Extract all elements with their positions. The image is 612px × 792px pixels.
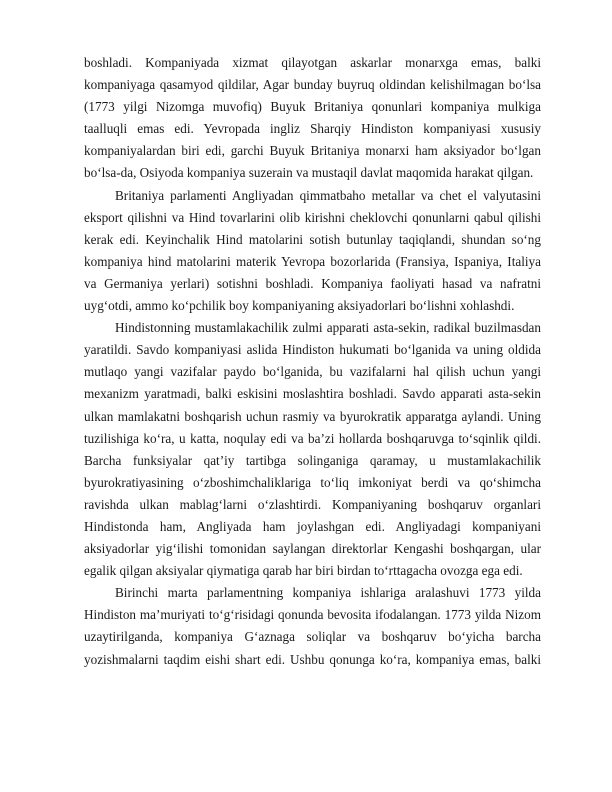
text-line: taalluqli emas edi. Yevropada ingliz Sharqiy Hindiston kompaniyasi xususiy xyxy=(84,121,541,137)
text-line: ulkan mamlakatni boshqarish uchun rasmiy va byurokratik apparatga aylandi. Uning xyxy=(84,408,541,424)
text-line: kerak edi. Keyinchalik Hind matolarini sotish butunlay taqiqlandi, shundan so‘ng xyxy=(84,231,541,247)
document-body xyxy=(84,52,541,671)
text-line: Hindistonning mustamlakachilik zulmi apparati asta-sekin, radikal buzilmasdan xyxy=(115,320,541,336)
text-line: Britaniya parlamenti Angliyadan qimmatbaho metallar va chet el valyutasini xyxy=(115,187,541,203)
text-line: kompaniya hind matolarini materik Yevropa bozorlarida (Fransiya, Ispaniya, Italiya xyxy=(84,253,541,269)
text-line: aksiyadorlar yig‘ilishi tomonidan saylangan direktorlar Kengashi boshqargan, ular xyxy=(84,541,541,557)
text-line: egalik qilgan aksiyalar qiymatiga qarab har biri birdan to‘rttagacha ovozga ega edi. xyxy=(84,563,523,579)
text-line: Hindiston ma’muriyati to‘g‘risidagi qonunda bevosita ifodalangan. 1773 yilda Nizom xyxy=(84,607,541,623)
text-line: uzaytirilganda, kompaniya G‘aznaga soliqlar va boshqaruv bo‘yicha barcha xyxy=(84,629,541,645)
text-line: yaratildi. Savdo kompaniyasi aslida Hindiston hukumati bo‘lganida va uning oldida xyxy=(84,342,541,358)
text-line: (1773 yilgi Nizomga muvofiq) Buyuk Britaniya qonunlari kompaniya mulkiga xyxy=(84,99,541,115)
text-line: bo‘lsa-da, Osiyoda kompaniya suzerain va mustaqil davlat maqomida harakat qilgan. xyxy=(84,165,534,181)
paragraph xyxy=(84,582,541,670)
text-line: kompaniyalardan biri edi, garchi Buyuk Britaniya monarxi ham aksiyador bo‘lgan xyxy=(84,143,541,159)
text-line: ravishda ulkan mablag‘larni o‘zlashtirdi. Kompaniyaning boshqaruv organlari xyxy=(84,496,541,512)
text-line: tuzilishiga ko‘ra, u katta, noqulay edi va ba’zi hollarda boshqaruvga to‘sqinlik qildi. xyxy=(84,430,541,446)
paragraph xyxy=(84,185,541,318)
text-line: byurokratiyasining o‘zboshimchaliklariga to‘liq imkoniyat berdi va qo‘shimcha xyxy=(84,474,541,490)
text-line: eksport qilishni va Hind tovarlarini olib kirishni cheklovchi qonunlarni qabul qilishi xyxy=(84,209,541,225)
text-line: mutlaqo yangi vazifalar paydo bo‘lganida, bu vazifalarni hal qilish uchun yangi xyxy=(84,364,541,380)
text-line: kompaniyaga qasamyod qildilar, Agar bunday buyruq oldindan kelishilmagan bo‘lsa xyxy=(84,77,541,93)
text-line: yozishmalarni taqdim eishi shart edi. Ushbu qonunga ko‘ra, kompaniya emas, balki xyxy=(84,651,541,667)
text-line: Barcha funksiyalar qat’iy tartibga solinganiga qaramay, u mustamlakachilik xyxy=(84,452,541,468)
paragraph xyxy=(84,52,541,185)
text-line: uyg‘otdi, ammo ko‘pchilik boy kompaniyaning aksiyadorlari bo‘lishni xohlashdi. xyxy=(84,298,515,314)
text-line: mexanizm yaratmadi, balki eskisini moslashtira boshladi. Savdo apparati asta-sekin xyxy=(84,386,541,402)
text-line: va Germaniya yerlari) sotishni boshladi. Kompaniya faoliyati hasad va nafratni xyxy=(84,275,541,291)
text-line: Hindistonda ham, Angliyada ham joylashgan edi. Angliyadagi kompaniyani xyxy=(84,518,541,534)
paragraph xyxy=(84,317,541,582)
text-line: boshladi. Kompaniyada xizmat qilayotgan askarlar monarxga emas, balki xyxy=(84,55,541,70)
text-line: Birinchi marta parlamentning kompaniya ishlariga aralashuvi 1773 yilda xyxy=(115,585,541,601)
